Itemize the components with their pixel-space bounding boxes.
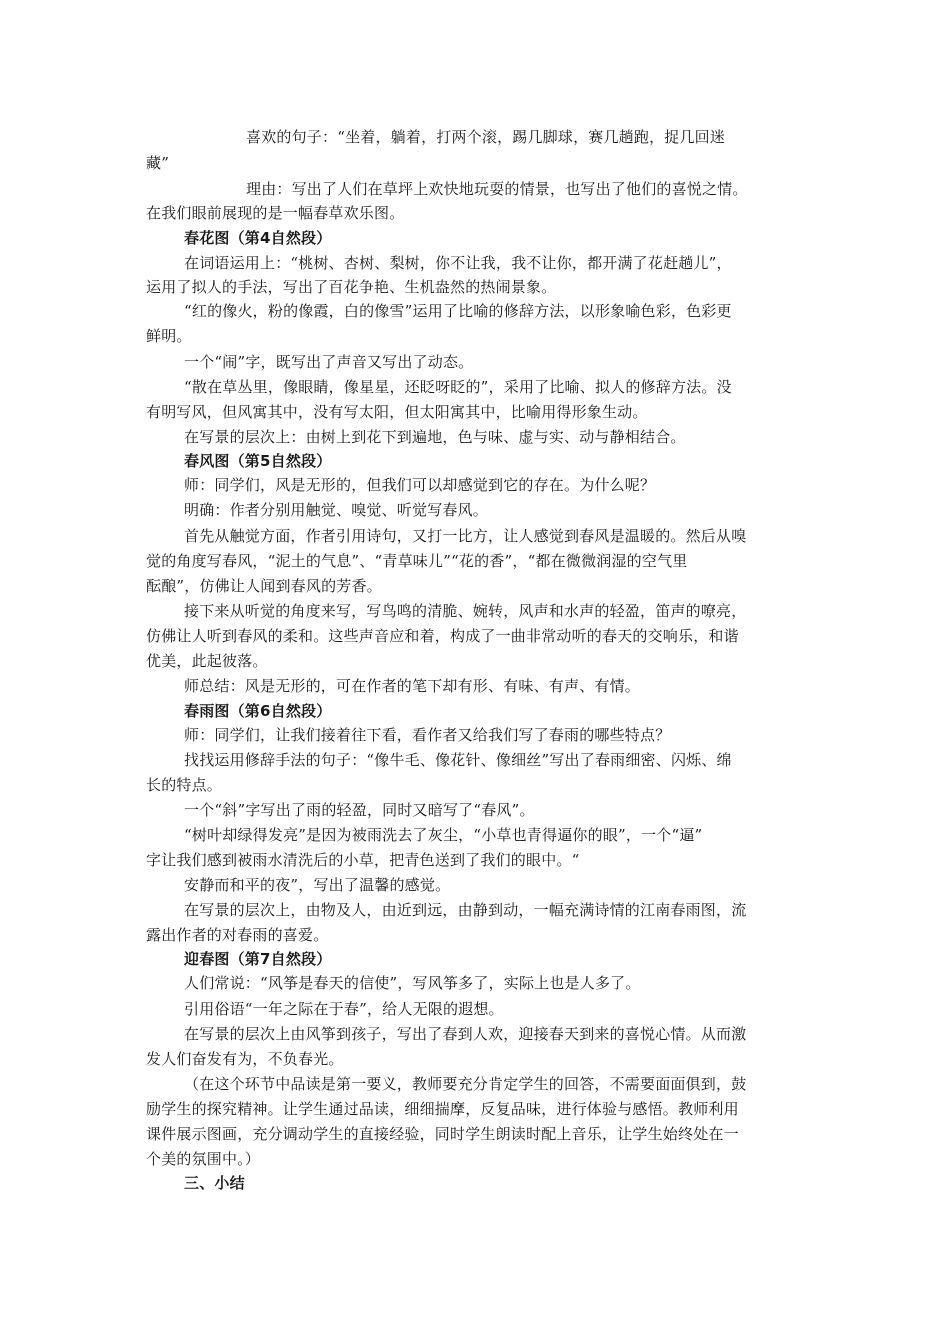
text-line: “红的像火，粉的像霞，白的像雪”运用了比喻的修辞方法，以形象喻色彩，色彩更 [184, 302, 732, 320]
section-heading: 迎春图（第7自然段） [184, 950, 332, 968]
text-line: 运用了拟人的手法，写出了百花争艳、生机盎然的热闹景象。 [146, 278, 557, 296]
text-line: 在写景的层次上由风筝到孩子，写出了春到人欢，迎接春天到来的喜悦心情。从而激 [184, 1025, 747, 1043]
text-line: 发人们奋发有为，不负春光。 [146, 1050, 344, 1068]
text-line: 接下来从听觉的角度来写，写鸟鸣的清脆、婉转，风声和水声的轻盈，笛声的嘹亮， [184, 602, 747, 620]
text-line: 课件展示图画，充分调动学生的直接经验，同时学生朗读时配上音乐，让学生始终处在一 [146, 1125, 739, 1143]
text-line: 找找运用修辞手法的句子：“像牛毛、像花针、像细丝”写出了春雨细密、闪烁、绵 [184, 751, 732, 769]
text-line: 在我们眼前展现的是一幅春草欢乐图。 [146, 204, 405, 222]
text-line: 引用俗语“一年之际在于春”，给人无限的遐想。 [184, 1000, 504, 1018]
text-line: 喜欢的句子：“坐着，躺着，打两个滚，踢几脚球，赛几趟跑，捉几回迷 [246, 128, 726, 146]
text-line: 师：同学们，风是无形的，但我们可以却感觉到它的存在。为什么呢？ [184, 476, 656, 494]
text-line: 个美的氛围中。） [146, 1150, 261, 1168]
text-line: 藏” [146, 154, 170, 172]
text-line: “树叶却绿得发亮”是因为被雨洗去了灰尘，“小草也青得逼你的眼”，一个“逼” [184, 826, 703, 844]
text-line: 在写景的层次上，由物及人，由近到远，由静到动，一幅充满诗情的江南春雨图，流 [184, 901, 747, 919]
text-line: 一个“闹”字，既写出了声音又写出了动态。 [184, 353, 474, 371]
text-line: 在词语运用上：“桃树、杏树、梨树，你不让我，我不让你，都开满了花赶趟儿”， [184, 254, 732, 272]
text-line: 觉的角度写春风，“泥土的气息”、“青草味儿”“花的香”，“都在微微润湿的空气里 [146, 552, 688, 570]
text-line: 长的特点。 [146, 776, 223, 794]
text-line: 师总结：风是无形的，可在作者的笔下却有形、有味、有声、有情。 [184, 677, 641, 695]
text-line: 励学生的探究精神。让学生通过品读，细细揣摩，反复品味，进行体验与感悟。教师利用 [146, 1100, 739, 1118]
section-heading: 春花图（第4自然段） [184, 229, 332, 247]
text-line: 字让我们感到被雨水清洗后的小草，把青色送到了我们的眼中。“ [146, 851, 580, 869]
text-line: 安静而和平的夜”，写出了温馨的感觉。 [184, 876, 451, 894]
text-line: 酝酿”，仿佛让人闻到春风的芳香。 [146, 577, 382, 595]
section-heading: 春风图（第5自然段） [184, 452, 332, 470]
text-line: 人们常说：“风筝是春天的信使”，写风筝多了，实际上也是人多了。 [184, 974, 641, 992]
text-line: 在写景的层次上：由树上到花下到遍地，色与味、虚与实、动与静相结合。 [184, 428, 686, 446]
text-line: 鲜明。 [146, 327, 192, 345]
text-line: 理由：写出了人们在草坪上欢快地玩耍的情景，也写出了他们的喜悦之情。 [246, 180, 748, 198]
text-line: 仿佛让人听到春风的柔和。这些声音应和着，构成了一曲非常动听的春天的交响乐，和谐 [146, 627, 739, 645]
text-line: 露出作者的对春雨的喜爱。 [146, 926, 329, 944]
text-line: 首先从触觉方面，作者引用诗句，又打一比方，让人感觉到春风是温暖的。然后从嗅 [184, 527, 747, 545]
text-line: （在这个环节中品读是第一要义，教师要充分肯定学生的回答，不需要面面俱到，鼓 [184, 1075, 747, 1093]
text-line: “散在草丛里，像眼睛，像星星，还眨呀眨的”，采用了比喻、拟人的修辞方法。没 [184, 378, 732, 396]
text-line: 优美，此起彼落。 [146, 652, 268, 670]
section-heading: 春雨图（第6自然段） [184, 702, 332, 720]
text-line: 明确：作者分别用触觉、嗅觉、听觉写春风。 [184, 501, 489, 519]
section-heading: 三、小结 [184, 1174, 245, 1192]
text-line: 一个“斜”字写出了雨的轻盈，同时又暗写了“春风”。 [184, 801, 535, 819]
text-line: 有明写风，但风寓其中，没有写太阳，但太阳寓其中，比喻用得形象生动。 [146, 403, 648, 421]
text-line: 师：同学们，让我们接着往下看，看作者又给我们写了春雨的哪些特点？ [184, 726, 671, 744]
